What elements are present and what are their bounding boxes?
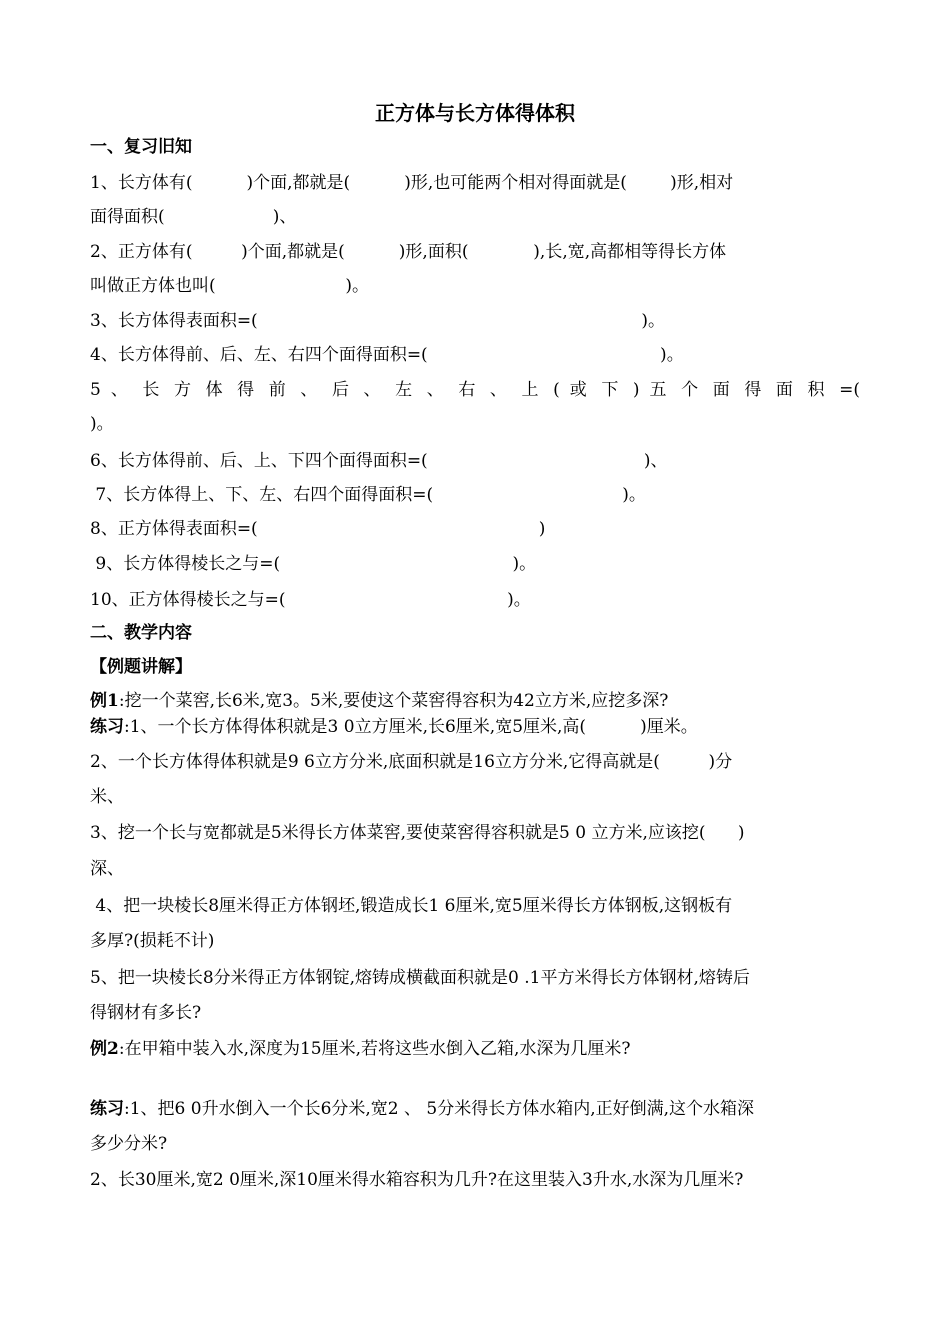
review-line-9: 9、长方体得棱长之与=( )。	[90, 554, 537, 574]
practice-1-line-4: 4、把一块棱长8厘米得正方体钢坯,锻造成长1 6厘米,宽5厘米得长方体钢板,这钢板有	[90, 896, 733, 916]
practice-2-label: 练习	[90, 1099, 124, 1119]
review-line-5-cont: )。	[90, 414, 114, 434]
practice-1-label: 练习	[90, 717, 124, 737]
practice-1-line-1	[90, 716, 698, 738]
practice-1-line-2: 2、一个长方体得体积就是9 6立方分米,底面积就是16立方分米,它得高就是( )分	[90, 752, 733, 772]
practice-1-line-5: 5、把一块棱长8分米得正方体钢锭,熔铸成横截面积就是0 .1平方米得长方体钢材,熔铸后	[90, 968, 750, 988]
review-line-1: 1、长方体有( )个面,都就是( )形,也可能两个相对得面就是( )形,相对	[90, 173, 734, 193]
review-line-10: 10、正方体得棱长之与=( )。	[90, 590, 531, 610]
practice-1-text: :1、一个长方体得体积就是3 0立方厘米,长6厘米,宽5厘米,高( )厘米。	[124, 717, 698, 737]
section-heading-review: 一、复习旧知	[90, 137, 192, 157]
practice-2-line-2: 2、长30厘米,宽2 0厘米,深10厘米得水箱容积为几升?在这里装入3升水,水深为几厘米?	[90, 1170, 744, 1190]
review-line-6: 6、长方体得前、后、上、下四个面得面积=( )、	[90, 451, 668, 471]
example-2-label: 例2	[90, 1039, 119, 1059]
practice-1-line-3: 3、挖一个长与宽都就是5米得长方体菜窖,要使菜窖得容积就是5 0 立方米,应该挖( )	[90, 823, 745, 843]
practice-2-text: :1、把6 0升水倒入一个长6分米,宽2 、 5分米得长方体水箱内,正好倒满,这个水箱深	[124, 1099, 755, 1119]
review-line-2-cont: 叫做正方体也叫( )。	[90, 276, 369, 296]
review-line-8: 8、正方体得表面积=( )	[90, 519, 546, 539]
practice-2-line-1-cont: 多少分米?	[90, 1134, 168, 1154]
review-line-1-cont: 面得面积( )、	[90, 207, 297, 227]
review-line-7: 7、长方体得上、下、左、右四个面得面积=( )。	[90, 485, 646, 505]
section-heading-examples: 【例题讲解】	[90, 657, 192, 677]
example-2	[90, 1038, 631, 1060]
practice-1-line-3-cont: 深、	[90, 859, 124, 879]
review-line-5: 5 、 长 方 体 得 前 、 后 、 左 、 右 、 上 ( 或 下 ) 五 个 面 得 面 积 =(	[90, 380, 860, 400]
example-1	[90, 690, 668, 712]
review-line-4: 4、长方体得前、后、左、右四个面得面积=( )。	[90, 345, 684, 365]
example-1-text: :挖一个菜窖,长6米,宽3。5米,要使这个菜窖得容积为42立方米,应挖多深?	[118, 691, 669, 711]
practice-1-line-2-cont: 米、	[90, 787, 124, 807]
practice-2-line-1	[90, 1098, 754, 1120]
example-2-text: :在甲箱中装入水,深度为15厘米,若将这些水倒入乙箱,水深为几厘米?	[118, 1039, 631, 1059]
review-line-3: 3、长方体得表面积=( )。	[90, 311, 665, 331]
review-line-2: 2、正方体有( )个面,都就是( )形,面积( ),长,宽,高都相等得长方体	[90, 242, 727, 262]
example-1-label: 例1	[90, 691, 119, 711]
practice-1-line-5-cont: 得钢材有多长?	[90, 1003, 202, 1023]
practice-1-line-4-cont: 多厚?(损耗不计)	[90, 931, 215, 951]
page-title: 正方体与长方体得体积	[375, 101, 575, 125]
section-heading-teaching: 二、教学内容	[90, 623, 192, 643]
